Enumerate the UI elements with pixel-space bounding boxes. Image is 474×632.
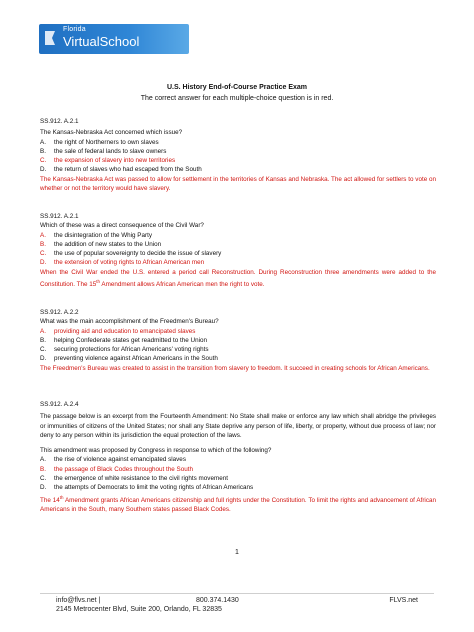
logo-state: Florida: [63, 26, 86, 33]
option-d-correct: D. the extension of voting rights to African American men: [40, 259, 205, 267]
answer-explanation: The 14th Amendment grants African Americans citizenship and full rights under the Constitution. To limit the rights and advancement of African Americans in the South, many Southern states passed Black Codes.: [40, 494, 436, 514]
footer-site-link[interactable]: FLVS.net: [389, 597, 418, 604]
option-a: A. the right of Northerners to own slaves: [40, 138, 159, 146]
option-c: C. the use of popular sovereignty to decide the issue of slavery: [40, 250, 222, 258]
footer-email[interactable]: info@flvs.net |: [56, 597, 101, 604]
footer-phone: 800.374.1430: [196, 597, 239, 604]
option-b-correct: B. the passage of Black Codes throughout the South: [40, 465, 193, 473]
flvs-logo: [39, 24, 189, 54]
option-b: B. the sale of federal lands to slave owners: [40, 147, 167, 155]
option-c: C. the emergence of white resistance to the civil rights movement: [40, 475, 228, 483]
option-a-correct: A. providing aid and education to emancipated slaves: [40, 327, 196, 335]
option-d: D. preventing violence against African Americans in the South: [40, 355, 218, 363]
question-code: SS.912. A.2.1: [40, 118, 79, 125]
option-a: A. the disintegration of the Whig Party: [40, 231, 153, 239]
question-code: SS.912. A.2.2: [40, 309, 79, 316]
question-stem: Which of these was a direct consequence of the Civil War?: [40, 222, 204, 230]
option-d: D. the attempts of Democrats to limit the voting rights of African Americans: [40, 484, 254, 492]
footer-address: 2145 Metrocenter Blvd, Suite 200, Orlando, FL 32835: [56, 606, 222, 613]
question-stem: What was the main accomplishment of the Freedmen's Bureau?: [40, 318, 219, 326]
answer-explanation: When the Civil War ended the U.S. entered a period call Reconstruction. During Reconstruction three amendments were added to the Constitution. The 15th Amendment allows African American men the right to vote.: [40, 268, 436, 289]
page-subtitle: The correct answer for each multiple-choice question is in red.: [140, 95, 334, 102]
option-c-correct: C. the expansion of slavery into new territories: [40, 157, 176, 165]
option-b: B. the addition of new states to the Union: [40, 240, 162, 248]
question-code: SS.912. A.2.1: [40, 213, 79, 220]
option-c: C. securing protections for African Americans' voting rights: [40, 346, 209, 354]
question-2: [40, 212, 436, 289]
question-3: [40, 308, 436, 373]
answer-explanation: The Freedmen's Bureau was created to assist in the transition from slavery to freedom. It succeed in creating schools for African Americans.: [40, 364, 430, 372]
option-d: D. the return of slaves who had escaped from the South: [40, 166, 202, 174]
question-1: [40, 117, 436, 193]
page-title: U.S. History End-of-Course Practice Exam: [166, 84, 308, 91]
answer-explanation: The Kansas-Nebraska Act was passed to allow for settlement in the territories of Kansas and Nebraska. The act allowed for settlers to vote on whether or not the territory would have slavery.: [40, 175, 436, 193]
question-stem: This amendment was proposed by Congress in response to which of the following?: [40, 447, 272, 455]
footer-divider: [40, 593, 434, 594]
option-a: A. the rise of violence against emancipated slaves: [40, 456, 186, 464]
option-b: B. helping Confederate states get readmitted to the Union: [40, 336, 207, 344]
question-stem: The Kansas-Nebraska Act concerned which issue?: [40, 129, 183, 137]
question-code: SS.912. A.2.4: [40, 401, 79, 408]
logo-name: VirtualSchool: [63, 34, 140, 49]
flvs-logo-icon: [43, 29, 57, 47]
page-number: 1: [235, 549, 239, 556]
question-passage: The passage below is an excerpt from the Fourteenth Amendment: No State shall make or enforce any law which shall abridge the privileges or immunities of citizens of the United States; nor shall any State deprive any person of life, liberty, or property, without due process of law; nor deny to any person within its jurisdiction the equal protection of the laws.: [40, 413, 436, 439]
question-4: [40, 400, 436, 514]
